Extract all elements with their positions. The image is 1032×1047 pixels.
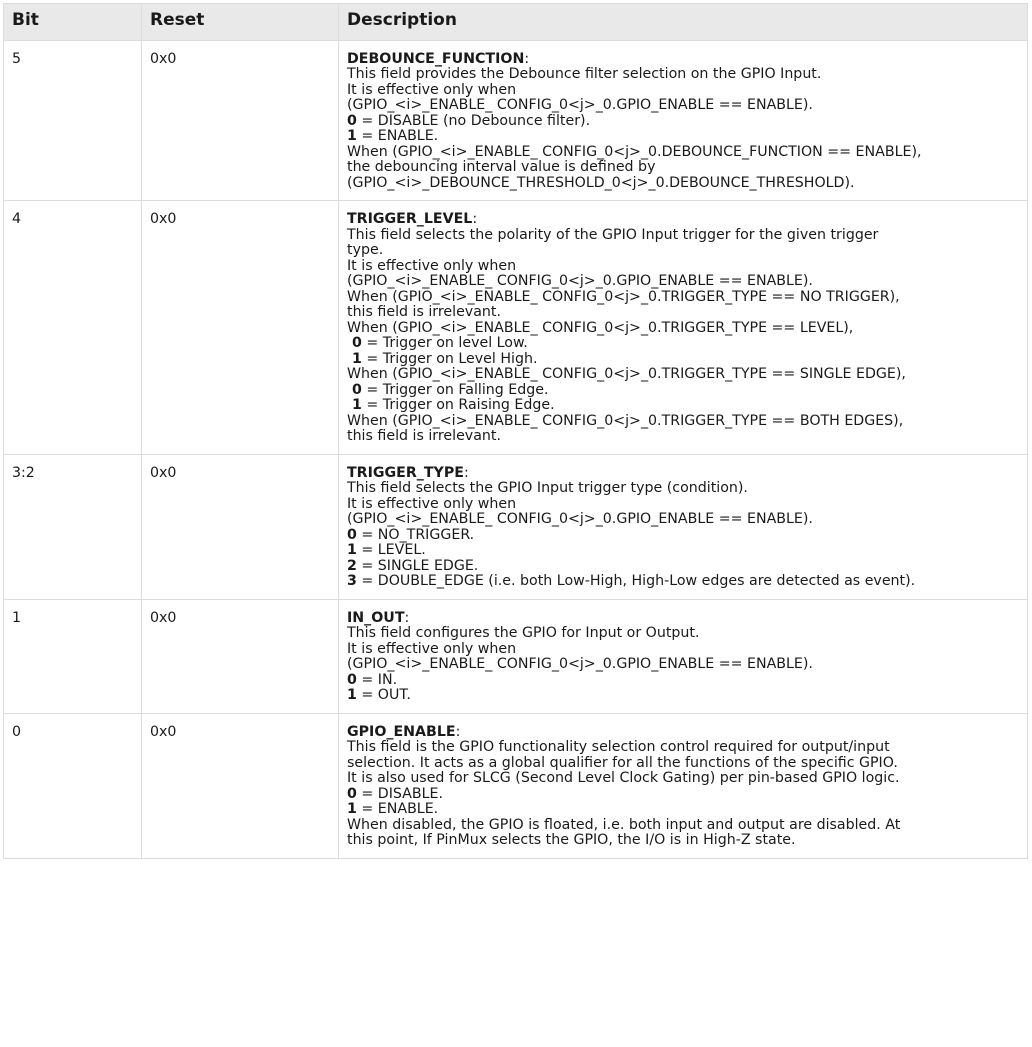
value-text: = NO_TRIGGER. xyxy=(356,526,475,543)
bit-cell: 5 xyxy=(4,40,142,201)
table-row xyxy=(4,201,1028,455)
desc-line: (GPIO_<i>_ENABLE_ CONFIG_0<j>_0.GPIO_ENABLE == ENABLE). xyxy=(347,511,813,527)
reset-cell: 0x0 xyxy=(142,599,339,713)
reset-cell: 0x0 xyxy=(142,454,339,599)
bit-cell: 4 xyxy=(4,201,142,455)
value-line xyxy=(347,673,1025,689)
field-name-line: GPIO_ENABLE: xyxy=(347,723,461,740)
value-line xyxy=(347,398,1025,414)
table-row xyxy=(4,454,1028,599)
desc-line: It is effective only when xyxy=(347,495,517,512)
value-text: = DISABLE. xyxy=(356,785,443,802)
field-name: GPIO_ENABLE xyxy=(347,723,456,740)
field-name-line: IN_OUT: xyxy=(347,609,410,626)
value-text: = Trigger on Raising Edge. xyxy=(361,397,555,413)
value-code: 2 xyxy=(347,557,357,574)
value-text: = DISABLE (no Debounce filter). xyxy=(356,112,591,129)
field-name-line: TRIGGER_TYPE: xyxy=(347,464,469,481)
value-line xyxy=(347,574,1025,590)
desc-line: this field is irrelevant. xyxy=(347,304,501,320)
table-header-row xyxy=(4,4,1028,41)
field-name: DEBOUNCE_FUNCTION xyxy=(347,50,525,67)
value-code: 0 xyxy=(352,381,362,398)
register-field-table xyxy=(3,3,1028,859)
desc-line: type. xyxy=(347,242,384,258)
value-code: 1 xyxy=(347,128,357,144)
bit-cell: 0 xyxy=(4,713,142,858)
desc-line: (GPIO_<i>_ENABLE_ CONFIG_0<j>_0.GPIO_ENABLE == ENABLE). xyxy=(347,97,813,113)
header-description: Description xyxy=(339,4,1028,41)
field-name: IN_OUT xyxy=(347,609,405,626)
value-text: = IN. xyxy=(356,671,398,688)
value-code: 0 xyxy=(347,785,357,802)
desc-line: It is effective only when xyxy=(347,257,517,274)
value-line xyxy=(347,543,1025,559)
description-cell xyxy=(339,599,1028,713)
value-code: 1 xyxy=(347,542,357,558)
value-line xyxy=(347,129,1025,145)
desc-line: This field selects the GPIO Input trigger type (condition). xyxy=(347,480,748,496)
value-text: = LEVEL. xyxy=(356,542,426,558)
desc-line: This field selects the polarity of the GPIO Input trigger for the given trigger xyxy=(347,226,879,243)
desc-line: this field is irrelevant. xyxy=(347,428,501,444)
desc-line: When (GPIO_<i>_ENABLE_ CONFIG_0<j>_0.TRIGGER_TYPE == SINGLE EDGE), xyxy=(347,366,906,382)
value-line xyxy=(347,787,1025,803)
value-code: 1 xyxy=(352,350,362,367)
value-text: = Trigger on level Low. xyxy=(361,335,528,351)
value-code: 0 xyxy=(347,526,357,543)
desc-line: It is effective only when xyxy=(347,81,517,98)
description-cell xyxy=(339,201,1028,455)
header-bit: Bit xyxy=(4,4,142,41)
field-name-line: DEBOUNCE_FUNCTION: xyxy=(347,50,530,67)
value-line xyxy=(347,336,1025,352)
value-line xyxy=(347,688,1025,704)
value-text: = DOUBLE_EDGE (i.e. both Low-High, High-Low edges are detected as event). xyxy=(356,573,916,589)
desc-line: This field configures the GPIO for Input or Output. xyxy=(347,625,700,641)
header-reset: Reset xyxy=(142,4,339,41)
desc-line: the debouncing interval value is defined by xyxy=(347,159,656,175)
desc-line: This field is the GPIO functionality selection control required for output/input xyxy=(347,739,890,755)
desc-line: It is also used for SLCG (Second Level Clock Gating) per pin-based GPIO logic. xyxy=(347,770,900,786)
bit-cell: 1 xyxy=(4,599,142,713)
desc-line: When (GPIO_<i>_ENABLE_ CONFIG_0<j>_0.TRIGGER_TYPE == LEVEL), xyxy=(347,319,854,336)
reset-cell: 0x0 xyxy=(142,713,339,858)
desc-line: selection. It acts as a global qualifier for all the functions of the specific GPIO. xyxy=(347,754,898,771)
description-cell xyxy=(339,713,1028,858)
desc-line: When disabled, the GPIO is floated, i.e. both input and output are disabled. At xyxy=(347,816,901,833)
desc-line: When (GPIO_<i>_ENABLE_ CONFIG_0<j>_0.TRIGGER_TYPE == NO TRIGGER), xyxy=(347,288,900,305)
desc-line: this point, If PinMux selects the GPIO, the I/O is in High-Z state. xyxy=(347,832,796,848)
table-row xyxy=(4,40,1028,201)
description-cell xyxy=(339,454,1028,599)
value-text: = ENABLE. xyxy=(356,801,439,817)
table-row xyxy=(4,599,1028,713)
desc-line: (GPIO_<i>_ENABLE_ CONFIG_0<j>_0.GPIO_ENABLE == ENABLE). xyxy=(347,273,813,289)
reset-cell: 0x0 xyxy=(142,40,339,201)
value-code: 1 xyxy=(347,687,357,703)
value-line xyxy=(347,352,1025,368)
value-text: = SINGLE EDGE. xyxy=(356,557,479,574)
value-line xyxy=(347,114,1025,130)
desc-line: (GPIO_<i>_DEBOUNCE_THRESHOLD_0<j>_0.DEBOUNCE_THRESHOLD). xyxy=(347,174,855,191)
desc-line: When (GPIO_<i>_ENABLE_ CONFIG_0<j>_0.TRIGGER_TYPE == BOTH EDGES), xyxy=(347,412,904,429)
value-line xyxy=(347,528,1025,544)
field-name-line: TRIGGER_LEVEL: xyxy=(347,211,478,227)
description-cell xyxy=(339,40,1028,201)
value-code: 0 xyxy=(347,112,357,129)
value-code: 0 xyxy=(347,671,357,688)
desc-line: When (GPIO_<i>_ENABLE_ CONFIG_0<j>_0.DEBOUNCE_FUNCTION == ENABLE), xyxy=(347,143,922,160)
reset-cell: 0x0 xyxy=(142,201,339,455)
value-text: = Trigger on Falling Edge. xyxy=(361,381,549,398)
value-text: = Trigger on Level High. xyxy=(361,350,538,367)
value-code: 0 xyxy=(352,335,362,351)
value-code: 1 xyxy=(352,397,362,413)
value-line xyxy=(347,383,1025,399)
value-line xyxy=(347,559,1025,575)
value-text: = OUT. xyxy=(356,687,411,703)
field-name: TRIGGER_LEVEL xyxy=(347,211,473,227)
bit-cell: 3:2 xyxy=(4,454,142,599)
field-name: TRIGGER_TYPE xyxy=(347,464,464,481)
value-text: = ENABLE. xyxy=(356,128,439,144)
value-line xyxy=(347,802,1025,818)
value-code: 1 xyxy=(347,801,357,817)
desc-line: It is effective only when xyxy=(347,640,517,657)
value-code: 3 xyxy=(347,573,357,589)
desc-line: (GPIO_<i>_ENABLE_ CONFIG_0<j>_0.GPIO_ENABLE == ENABLE). xyxy=(347,656,813,672)
table-row xyxy=(4,713,1028,858)
desc-line: This field provides the Debounce filter selection on the GPIO Input. xyxy=(347,66,822,82)
